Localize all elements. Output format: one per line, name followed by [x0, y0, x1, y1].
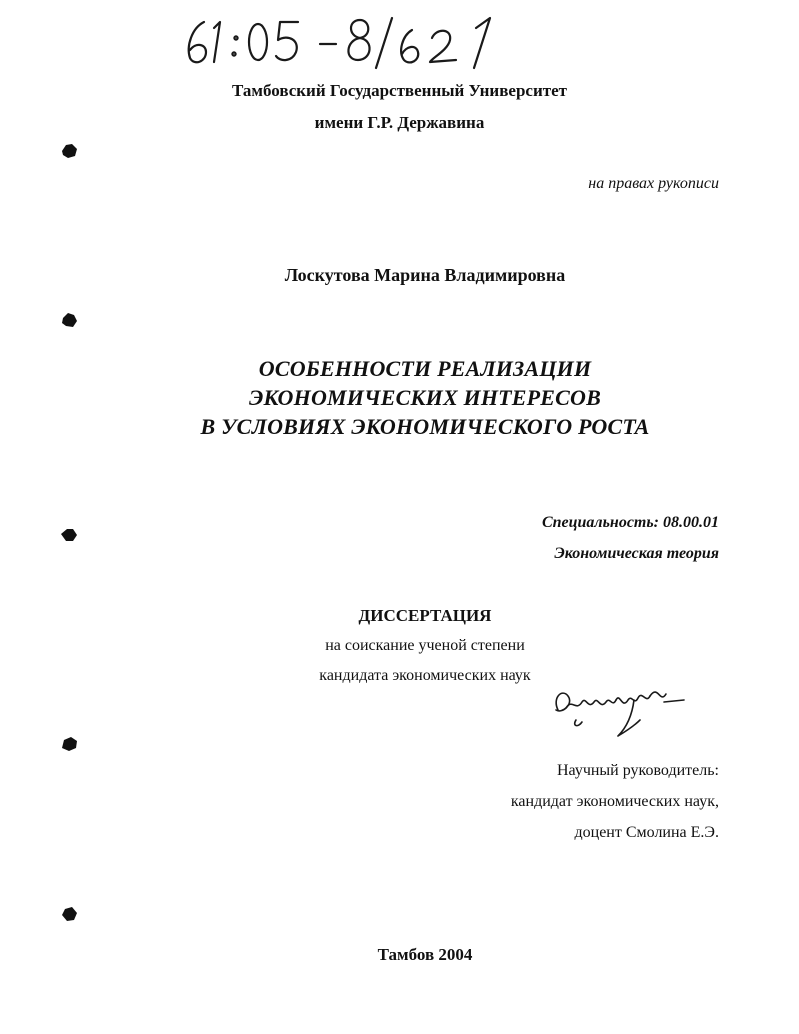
- city-and-year: Тамбов 2004: [377, 945, 473, 964]
- punch-hole-mark: [60, 527, 78, 543]
- degree-line-2: кандидата экономических наук: [319, 667, 531, 684]
- specialty-name: Экономическая теория: [554, 545, 719, 562]
- manuscript-rights-note: на правах рукописи: [588, 175, 719, 192]
- degree-line-1: на соискание ученой степени: [325, 637, 525, 654]
- archive-code-drawing: [180, 12, 520, 72]
- supervisor-degree: кандидат экономических наук,: [510, 793, 719, 810]
- archive-code-handwritten: [180, 12, 520, 72]
- punch-hole-mark: [60, 312, 78, 328]
- thesis-title-line-3: В УСЛОВИЯХ ЭКОНОМИЧЕСКОГО РОСТА: [200, 414, 650, 439]
- punch-hole-mark: [60, 736, 78, 752]
- supervisor-label: Научный руководитель:: [556, 762, 719, 779]
- university-name: Тамбовский Государственный Университет: [231, 81, 567, 100]
- punch-hole-mark: [60, 906, 78, 922]
- thesis-title-line-1: ОСОБЕННОСТИ РЕАЛИЗАЦИИ: [258, 356, 592, 381]
- document-type-heading: ДИССЕРТАЦИЯ: [358, 606, 492, 625]
- specialty-code: Специальность: 08.00.01: [541, 514, 719, 531]
- thesis-title-line-2: ЭКОНОМИЧЕСКИХ ИНТЕРЕСОВ: [248, 385, 602, 410]
- punch-hole-mark: [60, 143, 78, 159]
- supervisor-name: доцент Смолина Е.Э.: [574, 824, 719, 841]
- university-dedication: имени Г.Р. Державина: [314, 113, 485, 132]
- author-name: Лоскутова Марина Владимировна: [284, 265, 566, 285]
- author-signature: [548, 680, 688, 750]
